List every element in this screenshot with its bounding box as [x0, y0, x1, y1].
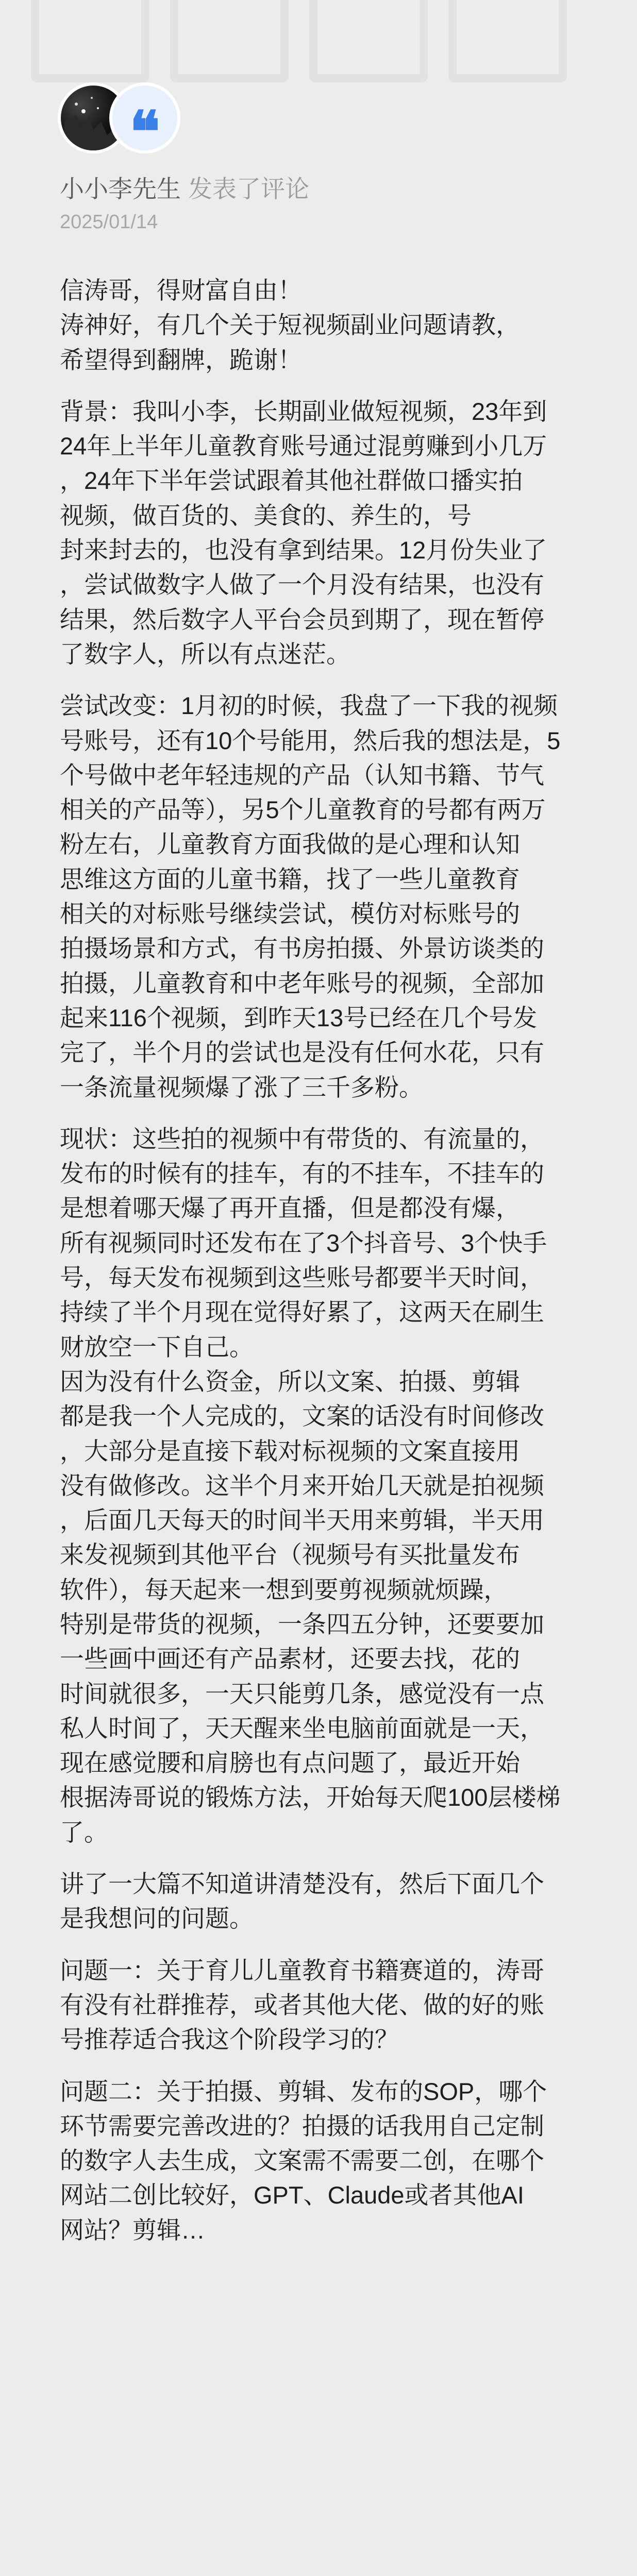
text-line: 封来封去的，也没有拿到结果。12月份失业了: [60, 536, 547, 564]
text-line: 视频，做百货的、美食的、养生的，号: [60, 501, 472, 529]
text-line: 背景：我叫小李，长期副业做短视频，23年到: [60, 397, 547, 425]
comment-date: 2025/01/14: [60, 211, 158, 233]
text-line: 有没有社群推荐，或者其他大佬、做的好的账: [60, 1991, 544, 2019]
question-two-paragraph: [60, 2074, 580, 2247]
text-line: 时间就很多，一天只能剪几条，感觉没有一点: [60, 1680, 544, 1707]
comment-author: [60, 170, 309, 205]
text-line: 是想着哪天爆了再开直播，但是都没有爆，: [60, 1194, 520, 1222]
text-line: 希望得到翻牌，跪谢！: [60, 346, 302, 374]
greeting-paragraph: [60, 273, 580, 377]
text-line: 一条流量视频爆了涨了三千多粉。: [60, 1073, 423, 1101]
text-line: 没有做修改。这半个月来开始几天就是拍视频: [60, 1471, 544, 1499]
text-line: 了。: [60, 1818, 108, 1846]
quote-avatar: [109, 82, 180, 165]
text-line: 网站二创比较好，GPT、Claude或者其他AI: [60, 2181, 524, 2209]
text-line: 讲了一大篇不知道讲清楚没有，然后下面几个: [60, 1870, 544, 1898]
text-line: 相关的产品等），另5个儿童教育的号都有两万: [60, 796, 546, 824]
comment-action: 发表了评论: [188, 175, 309, 202]
text-line: 起来116个视频，到昨天13号已经在几个号发: [60, 1004, 538, 1031]
text-line: 涛神好，有几个关于短视频副业问题请教，: [60, 311, 520, 339]
text-line: 网站？剪辑…: [60, 2216, 205, 2244]
text-line: 相关的对标账号继续尝试，模仿对标账号的: [60, 900, 520, 928]
text-line: 号，每天发布视频到这些账号都要半天时间，: [60, 1264, 544, 1292]
text-line: 财放空一下自己。: [60, 1333, 254, 1361]
question-one-paragraph: [60, 1953, 580, 2057]
text-line: 粉左右，儿童教育方面我做的是心理和认知: [60, 831, 520, 858]
text-line: 尝试改变：1月初的时候，我盘了一下我的视频: [60, 692, 558, 720]
text-line: 拍摄场景和方式，有书房拍摄、外景访谈类的: [60, 935, 544, 962]
text-line: 一些画中画还有产品素材，还要去找，花的: [60, 1645, 520, 1673]
text-line: 环节需要完善改进的？拍摄的话我用自己定制: [60, 2112, 544, 2140]
text-line: 持续了半个月现在觉得好累了，这两天在刷生: [60, 1298, 544, 1326]
text-line: 完了，半个月的尝试也是没有任何水花，只有: [60, 1039, 544, 1066]
text-line: ，后面几天每天的时间半天用来剪辑，半天用: [60, 1506, 544, 1534]
text-line: 现在感觉腰和肩膀也有点问题了，最近开始: [60, 1749, 520, 1777]
text-line: 因为没有什么资金，所以文案、拍摄、剪辑: [60, 1367, 520, 1395]
text-line: 都是我一个人完成的，文案的话没有时间修改: [60, 1402, 544, 1430]
quote-icon: ❝: [129, 98, 160, 165]
text-line: 发布的时候有的挂车，有的不挂车，不挂车的: [60, 1160, 544, 1188]
text-line: 所有视频同时还发布在了3个抖音号、3个快手: [60, 1229, 547, 1257]
text-line: 私人时间了，天天醒来坐电脑前面就是一天，: [60, 1714, 544, 1742]
text-line: 是我想问的问题。: [60, 1905, 254, 1933]
text-line: 个号做中老年轻违规的产品（认知书籍、节气: [60, 761, 544, 789]
text-line: 根据涛哥说的锻炼方法，开始每天爬100层楼梯: [60, 1784, 561, 1811]
text-line: 问题二：关于拍摄、剪辑、发布的SOP，哪个: [60, 2077, 547, 2105]
text-line: 24年上半年儿童教育账号通过混剪赚到小几万: [60, 432, 547, 460]
text-line: 的数字人去生成，文案需不需要二创，在哪个: [60, 2147, 544, 2175]
text-line: 了数字人，所以有点迷茫。: [60, 640, 350, 668]
background-paragraph: [60, 394, 580, 671]
comment-body: [60, 273, 580, 2247]
text-line: 现状：这些拍的视频中有带货的、有流量的，: [60, 1125, 544, 1153]
intro-paragraph: [60, 1867, 580, 1936]
text-line: 来发视频到其他平台（视频号有买批量发布: [60, 1541, 520, 1569]
text-line: 问题一：关于育儿儿童教育书籍赛道的，涛哥: [60, 1956, 544, 1984]
text-line: ，24年下半年尝试跟着其他社群做口播实拍: [60, 467, 523, 495]
text-line: 思维这方面的儿童书籍，找了一些儿童教育: [60, 865, 520, 893]
text-line: ，尝试做数字人做了一个月没有结果，也没有: [60, 571, 544, 599]
attempt-paragraph: [60, 688, 580, 1105]
text-line: 软件），每天起来一想到要剪视频就烦躁，: [60, 1575, 508, 1603]
text-line: 特别是带货的视频，一条四五分钟，还要要加: [60, 1610, 544, 1638]
text-line: ，大部分是直接下载对标视频的文案直接用: [60, 1437, 520, 1465]
text-line: 信涛哥，得财富自由！: [60, 277, 302, 304]
text-line: 结果，然后数字人平台会员到期了，现在暂停: [60, 605, 544, 633]
text-line: 号账号，还有10个号能用，然后我的想法是，5: [60, 726, 561, 754]
text-line: 号推荐适合我这个阶段学习的？: [60, 2026, 399, 2054]
status-paragraph: [60, 1122, 580, 1850]
text-line: 拍摄，儿童教育和中老年账号的视频，全部加: [60, 969, 544, 997]
author-name[interactable]: 小小李先生: [60, 175, 181, 202]
